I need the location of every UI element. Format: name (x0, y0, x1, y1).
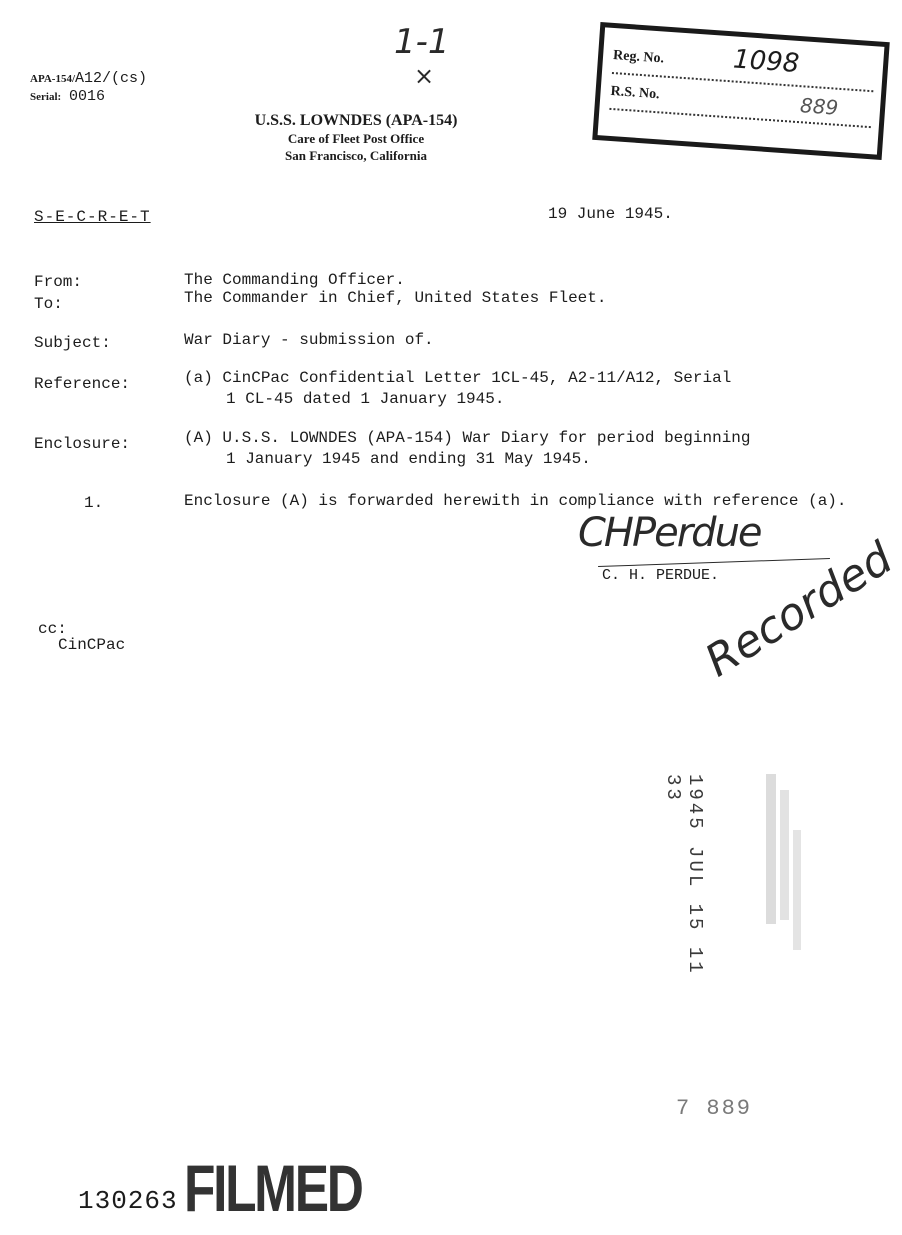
classification-marking: S-E-C-R-E-T (34, 208, 151, 226)
reference-label: Reference: (34, 375, 131, 393)
paragraph-text: Enclosure (A) is forwarded herewith in compliance with reference (a). (184, 492, 847, 510)
from-value: The Commanding Officer. (184, 271, 405, 289)
document-number: 7 889 (676, 1096, 753, 1121)
cc-recipient: CinCPac (58, 636, 126, 654)
signer-name: C. H. PERDUE. (602, 567, 720, 584)
registration-stamp (592, 22, 890, 160)
ship-name: U.S.S. LOWNDES (APA-154) (254, 112, 458, 129)
to-label: To: (34, 295, 63, 313)
reference-line-1: (a) CinCPac Confidential Letter 1CL-45, A2-11/A12, Serial (184, 369, 732, 387)
serial-number: 0016 (68, 88, 105, 105)
to-value: The Commander in Chief, United States Fleet. (184, 289, 607, 307)
handwritten-signature: CHPerdue (578, 510, 761, 556)
letterhead-line-1: Care of Fleet Post Office (287, 131, 425, 146)
received-date-stamp-text: 1945 JUL 15 11 33 (662, 774, 706, 976)
paragraph-number: 1. (84, 494, 104, 512)
signature-stroke (598, 558, 830, 567)
handwritten-recorded-note: Recorded (696, 532, 902, 688)
filmed-stamp: FILMED (184, 1151, 362, 1225)
handwritten-top-mark: 1-1 (394, 22, 450, 62)
reference-line-2: 1 CL-45 dated 1 January 1945. (226, 390, 505, 408)
file-code-block (30, 70, 147, 106)
roll-number: 130263 (78, 1186, 178, 1216)
faded-office-stamp (760, 770, 808, 960)
faded-stamp-graphic (760, 770, 808, 960)
letter-date: 19 June 1945. (548, 205, 673, 223)
file-code: A12/(cs) (75, 70, 148, 87)
handwritten-x-mark: × (414, 62, 435, 90)
enclosure-line-1: (A) U.S.S. LOWNDES (APA-154) War Diary for period beginning (184, 429, 751, 447)
from-label: From: (34, 273, 83, 291)
subject-label: Subject: (34, 334, 111, 352)
enclosure-line-2: 1 January 1945 and ending 31 May 1945. (226, 450, 591, 468)
serial-label: Serial: (30, 91, 62, 103)
rs-number: 889 (799, 93, 840, 120)
letterhead-line-2: San Francisco, California (285, 148, 427, 163)
subject-value: War Diary - submission of. (184, 331, 434, 349)
received-date-stamp (652, 774, 712, 1004)
rs-label: R.S. No. (610, 83, 661, 103)
enclosure-label: Enclosure: (34, 435, 131, 453)
cc-label: cc: (38, 620, 67, 638)
file-prefix: APA-154/ (30, 73, 76, 85)
reg-label: Reg. No. (612, 48, 665, 67)
reg-number: 1098 (732, 44, 801, 79)
